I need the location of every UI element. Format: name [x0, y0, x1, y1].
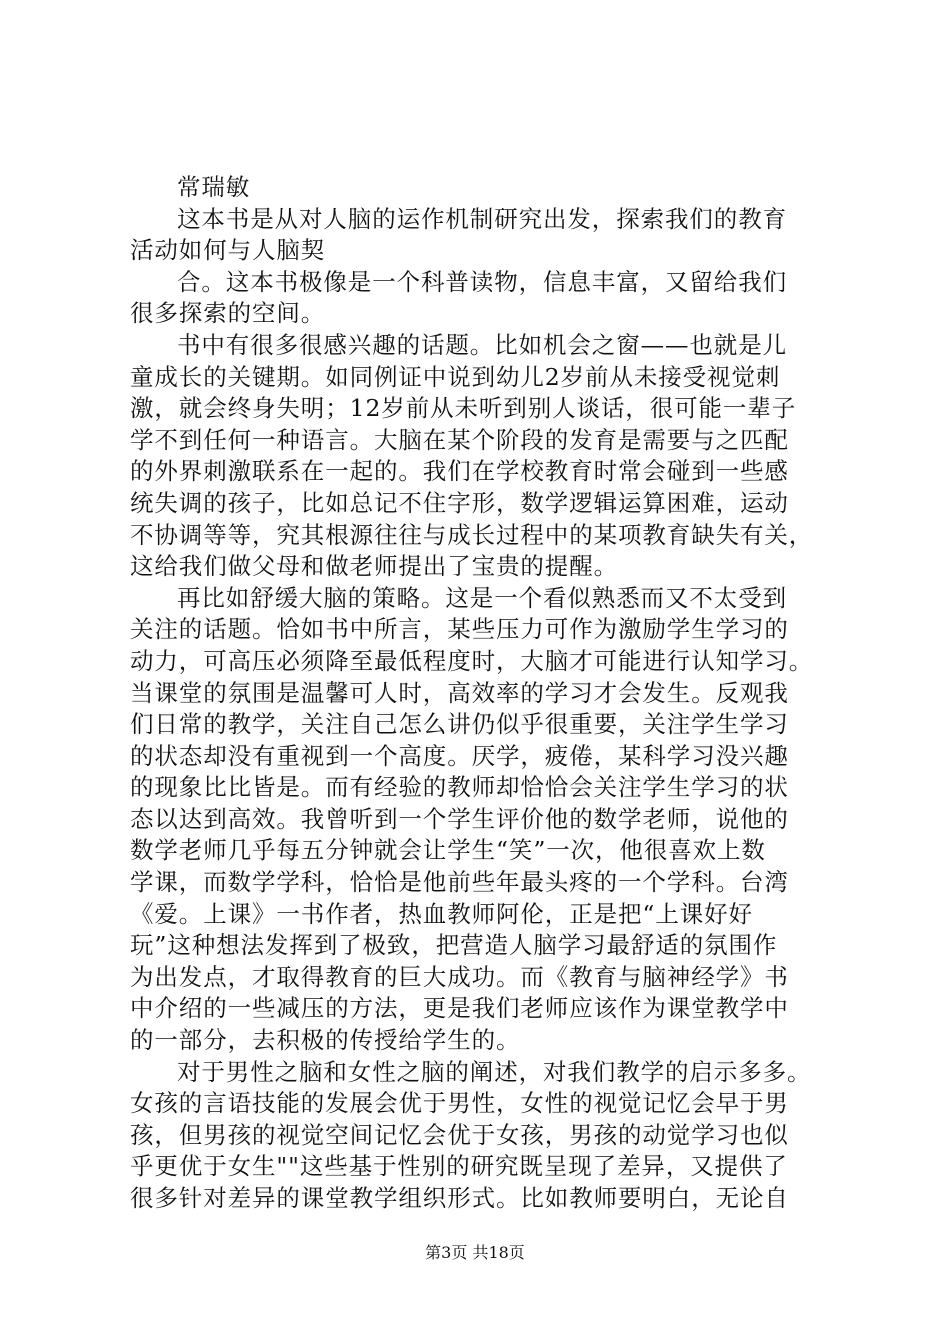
- text-line: 乎更优于女生""这些基于性别的研究既呈现了差异，又提供了: [130, 1152, 788, 1181]
- text-line: 的状态却没有重视到一个高度。厌学，疲倦，某科学习没兴趣: [130, 741, 789, 770]
- text-line: 这给我们做父母和做老师提出了宝贵的提醒。: [130, 552, 618, 581]
- text-line: 激，就会终身失明；12岁前从未听到别人谈话，很可能一辈子: [130, 394, 797, 423]
- text-line: 学不到任何一种语言。大脑在某个阶段的发育是需要与之匹配: [130, 425, 789, 454]
- text-line: 数学老师几乎每五分钟就会让学生“笑”一次，他很喜欢上数: [130, 836, 766, 865]
- text-line: 中介绍的一些减压的方法，更是我们老师应该作为课堂教学中: [130, 994, 789, 1023]
- text-line: 童成长的关键期。如同例证中说到幼儿2岁前从未接受视觉刺: [130, 362, 781, 391]
- text-line: 对于男性之脑和女性之脑的阐述，对我们教学的启示多多。: [177, 1057, 812, 1086]
- text-line: 学课，而数学学科，恰恰是他前些年最头疼的一个学科。台湾: [130, 868, 789, 897]
- text-line: 的现象比比皆是。而有经验的教师却恰恰会关注学生学习的状: [130, 773, 789, 802]
- text-line: 《爱。上课》一书作者，热血教师阿伦，正是把“上课好好: [130, 899, 753, 928]
- text-line: 再比如舒缓大脑的策略。这是一个看似熟悉而又不太受到: [177, 583, 787, 612]
- page-number: 第3页 共18页: [425, 1243, 525, 1262]
- text-line: 合。这本书极像是一个科普读物，信息丰富，又留给我们: [177, 267, 787, 296]
- author-line: 常瑞敏: [177, 173, 251, 201]
- text-line: 态以达到高效。我曾听到一个学生评价他的数学老师，说他的: [130, 804, 789, 833]
- text-line: 很多针对差异的课堂教学组织形式。比如教师要明白，无论自: [130, 1184, 789, 1212]
- text-line: 的一部分，去积极的传授给学生的。: [130, 1026, 521, 1055]
- text-line: 为出发点，才取得教育的巨大成功。而《教育与脑神经学》书: [130, 962, 789, 991]
- text-line: 当课堂的氛围是温馨可人时，高效率的学习才会发生。反观我: [130, 678, 789, 707]
- text-line: 统失调的孩子，比如总记不住字形，数学逻辑运算困难，运动: [130, 488, 789, 517]
- text-line: 玩”这种想法发挥到了极致，把营造人脑学习最舒适的氛围作: [130, 931, 778, 960]
- text-line: 女孩的言语技能的发展会优于男性，女性的视觉记忆会早于男: [130, 1089, 789, 1118]
- text-line: 的外界刺激联系在一起的。我们在学校教育时常会碰到一些感: [130, 457, 789, 486]
- text-line: 孩，但男孩的视觉空间记忆会优于女孩，男孩的动觉学习也似: [130, 1120, 789, 1149]
- text-line: 书中有很多很感兴趣的话题。比如机会之窗——也就是儿: [177, 330, 787, 359]
- text-line: 们日常的教学，关注自己怎么讲仍似乎很重要，关注学生学习: [130, 710, 789, 739]
- text-line: 活动如何与人脑契: [130, 236, 326, 265]
- text-line: 不协调等等，究其根源往往与成长过程中的某项教育缺失有关，: [130, 520, 814, 549]
- text-line: 动力，可高压必须降至最低程度时，大脑才可能进行认知学习。: [130, 646, 814, 675]
- text-line: 很多探索的空间。: [130, 299, 326, 328]
- document-body: [130, 172, 840, 1215]
- text-line: 这本书是从对人脑的运作机制研究出发，探索我们的教育: [177, 204, 787, 233]
- text-line: 关注的话题。恰如书中所言，某些压力可作为激励学生学习的: [130, 615, 789, 644]
